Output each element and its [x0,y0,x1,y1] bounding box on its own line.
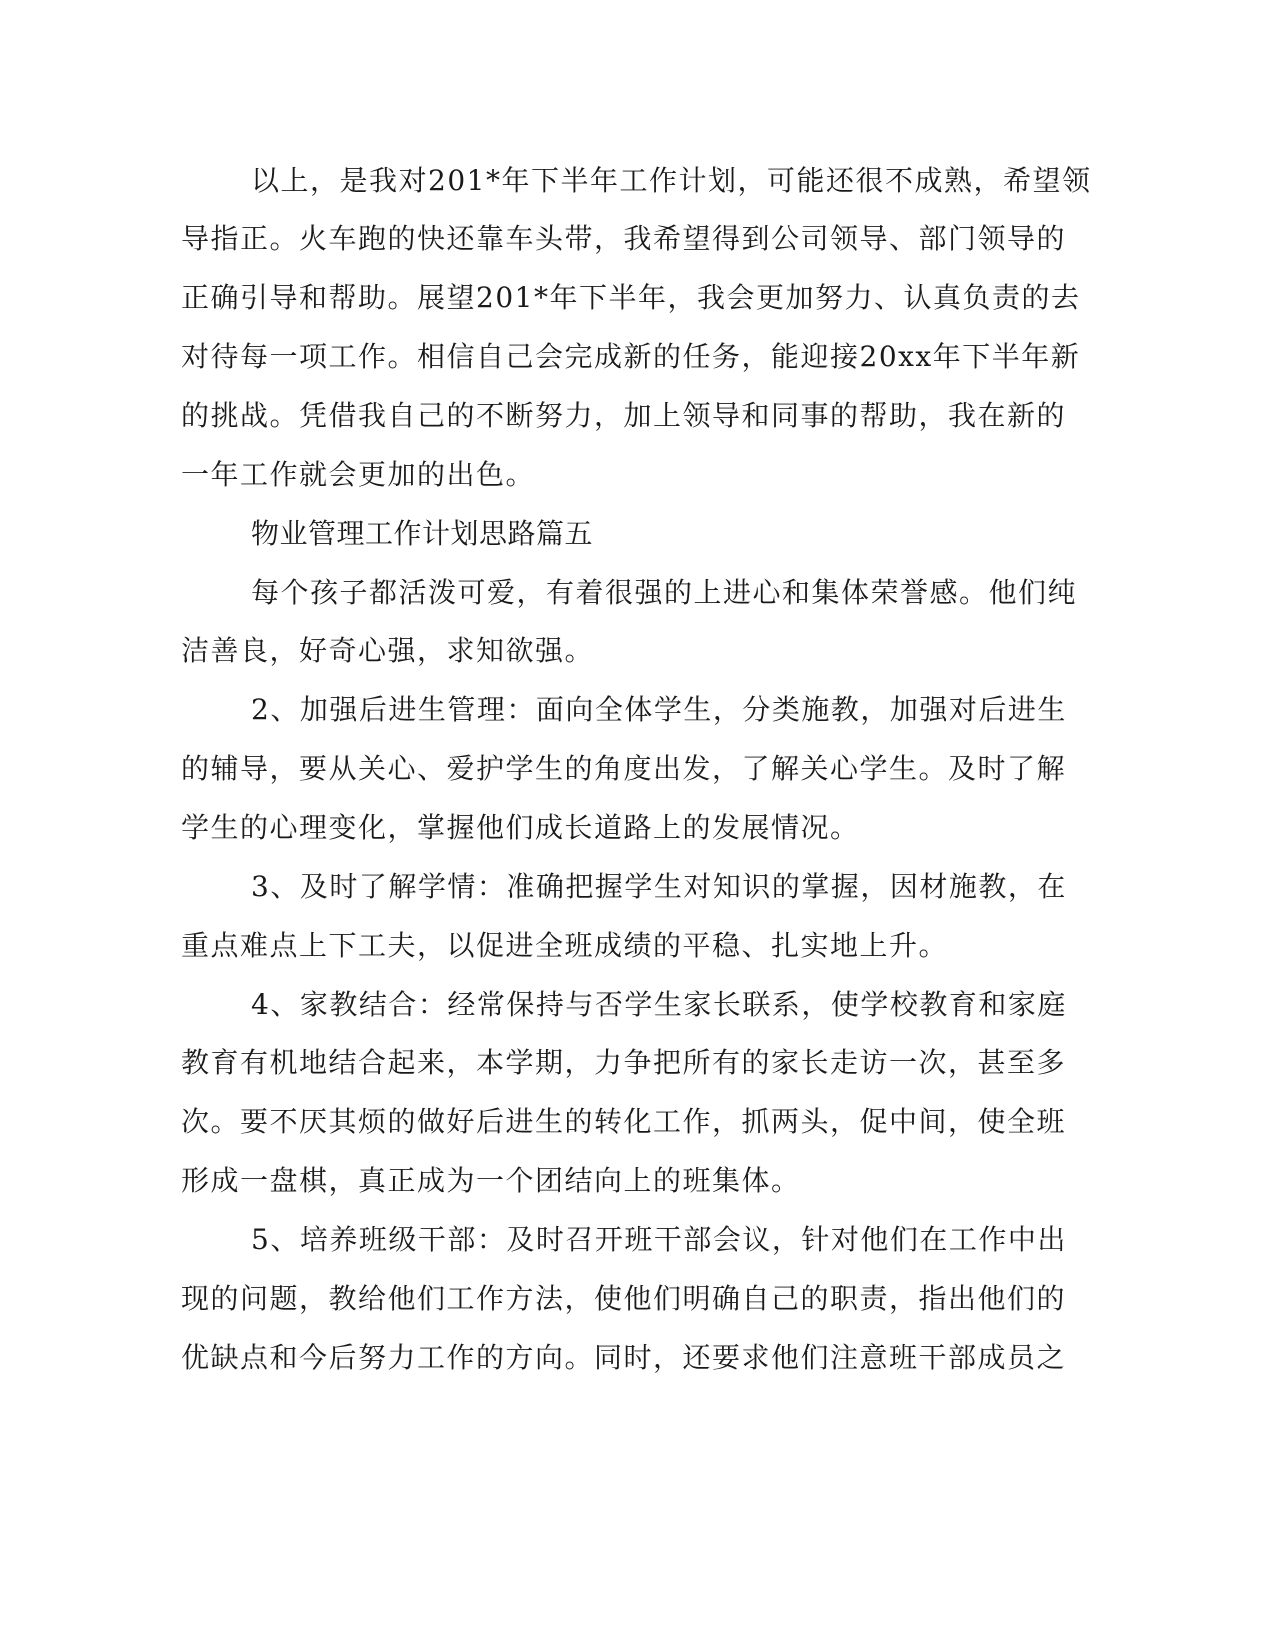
paragraph-3-line-1: 2、加强后进生管理：面向全体学生，分类施教，加强对后进生 [251,693,1067,726]
paragraph-2-line-1: 每个孩子都活泼可爱，有着很强的上进心和集体荣誉感。他们纯 [251,576,1078,609]
paragraph-6-line-1: 5、培养班级干部：及时召开班干部会议，针对他们在工作中出 [251,1223,1067,1256]
paragraph-1-line-1: 以上，是我对201*年下半年工作计划，可能还很不成熟，希望领 [251,164,1092,197]
paragraph-5-line-4: 形成一盘棋，真正成为一个团结向上的班集体。 [181,1164,801,1197]
paragraph-3-line-3: 学生的心理变化，掌握他们成长道路上的发展情况。 [181,811,860,844]
paragraph-4-line-2: 重点难点上下工夫，以促进全班成绩的平稳、扎实地上升。 [181,929,949,962]
paragraph-2-line-2: 洁善良，好奇心强，求知欲强。 [181,634,595,667]
paragraph-1-line-4: 对待每一项工作。相信自己会完成新的任务，能迎接20xx年下半年新 [181,340,1081,373]
paragraph-1-line-3: 正确引导和帮助。展望201*年下半年，我会更加努力、认真负责的去 [181,281,1081,314]
paragraph-5-line-2: 教育有机地结合起来，本学期，力争把所有的家长走访一次，甚至多 [181,1046,1067,1079]
paragraph-5-line-3: 次。要不厌其烦的做好后进生的转化工作，抓两头，促中间，使全班 [181,1105,1067,1138]
paragraph-5-line-1: 4、家教结合：经常保持与否学生家长联系，使学校教育和家庭 [251,988,1067,1021]
paragraph-6-line-3: 优缺点和今后努力工作的方向。同时，还要求他们注意班干部成员之 [181,1341,1067,1374]
paragraph-4-line-1: 3、及时了解学情：准确把握学生对知识的掌握，因材施教，在 [251,870,1067,903]
paragraph-3-line-2: 的辅导，要从关心、爱护学生的角度出发，了解关心学生。及时了解 [181,752,1067,785]
paragraph-1-line-6: 一年工作就会更加的出色。 [181,458,536,491]
paragraph-6-line-2: 现的问题，教给他们工作方法，使他们明确自己的职责，指出他们的 [181,1282,1067,1315]
paragraph-1-line-2: 导指正。火车跑的快还靠车头带，我希望得到公司领导、部门领导的 [181,222,1067,255]
paragraph-1-line-5: 的挑战。凭借我自己的不断努力，加上领导和同事的帮助，我在新的 [181,399,1067,432]
section-heading: 物业管理工作计划思路篇五 [251,517,594,550]
